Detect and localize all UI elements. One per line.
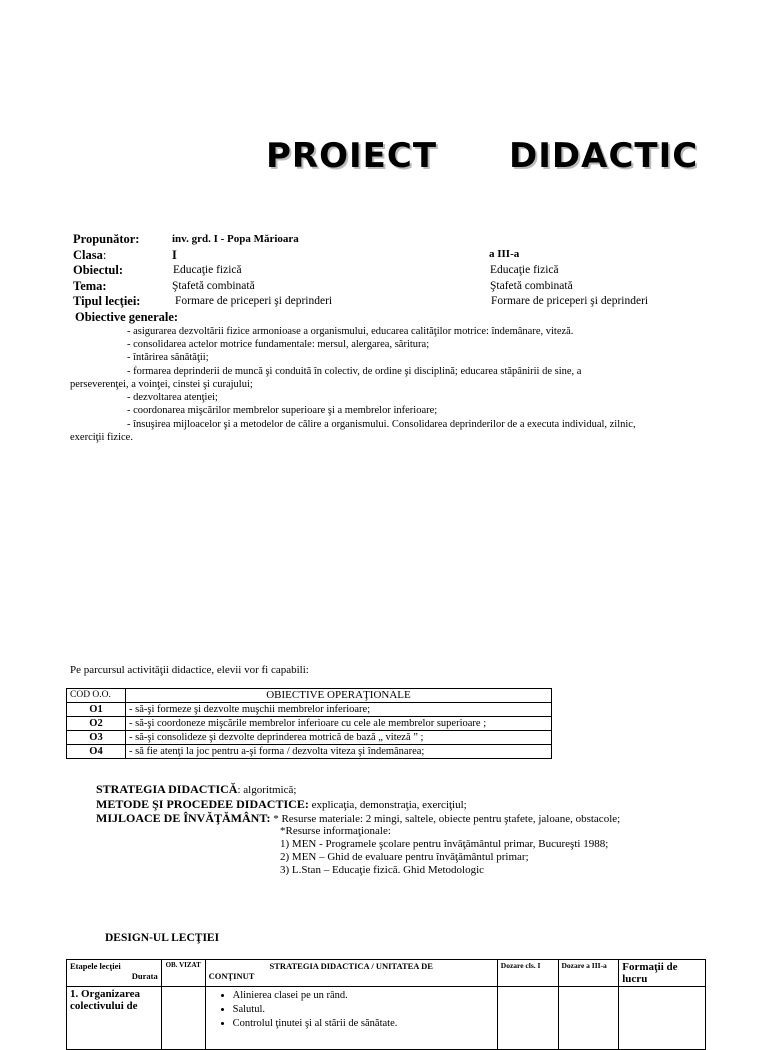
clasa-label bbox=[73, 248, 106, 263]
design-heading: DESIGN-UL LECŢIEI bbox=[105, 932, 220, 944]
objective-line: - dezvoltarea atenţiei; bbox=[127, 392, 218, 403]
tipul-label: Tipul lecţiei: bbox=[73, 294, 141, 308]
objective-line: - coordonarea mişcărilor membrelor superioare şi a membrelor inferioare; bbox=[127, 405, 438, 416]
objective-code: O4 bbox=[67, 745, 126, 759]
strategia-line bbox=[96, 782, 296, 797]
content-list bbox=[223, 990, 494, 1030]
header-dozare-1: Dozare cls. I bbox=[497, 960, 558, 987]
table-row bbox=[67, 731, 552, 745]
objective-line: - formarea deprinderii de muncă şi conduită în colectiv, de ordine şi disciplină; educarea stăpânirii de sine, a bbox=[127, 366, 582, 377]
formatii-cell bbox=[619, 987, 706, 1050]
stage-cell: 1. Organizarea colectivului de bbox=[67, 987, 162, 1050]
header-ob-vizat: OB. VIZAT bbox=[161, 960, 205, 987]
obiectul-value-2: Educaţie fizică bbox=[490, 264, 559, 276]
metode-label: METODE ŞI PROCEDEE DIDACTICE: bbox=[96, 797, 309, 811]
ob-cell bbox=[161, 987, 205, 1050]
table-row bbox=[67, 987, 706, 1050]
header-formatii: Formaţii de lucru bbox=[619, 960, 706, 987]
lesson-design-table bbox=[66, 959, 706, 1050]
table-row bbox=[67, 703, 552, 717]
objective-code: O1 bbox=[67, 703, 126, 717]
objective-line: - consolidarea actelor motrice fundamentale: mersul, alergarea, săritura; bbox=[127, 339, 430, 350]
tipul-value-2: Formare de priceperi şi deprinderi bbox=[491, 295, 649, 307]
objective-line: perseverenţei, a voinţei, cinstei şi curajului; bbox=[70, 379, 253, 390]
strategia-label: STRATEGIA DIDACTICĂ bbox=[96, 782, 238, 796]
reference-line: 3) L.Stan – Educaţie fizică. Ghid Metodologic bbox=[280, 864, 485, 876]
objective-text: - să-şi consolideze şi dezvolte deprinderea motrică de bază „ viteză ” ; bbox=[126, 731, 552, 745]
clasa-value-2: a III-a bbox=[489, 248, 520, 260]
table-header-row bbox=[67, 689, 552, 703]
header-title: OBIECTIVE OPERAŢIONALE bbox=[126, 689, 552, 703]
title-word-2: DIDACTIC bbox=[509, 136, 699, 176]
obiectul-label: Obiectul: bbox=[73, 263, 123, 277]
obiectul-value: Educaţie fizică bbox=[173, 264, 242, 276]
clasa-colon: : bbox=[102, 248, 107, 262]
title-word-1: PROIECT bbox=[266, 136, 438, 176]
table-header-row bbox=[67, 960, 706, 987]
clasa-value: I bbox=[172, 248, 177, 262]
resurse-info: *Resurse informaţionale: bbox=[280, 825, 391, 837]
header-strategia-line-1: STRATEGIA DIDACTICA / UNITATEA DE bbox=[269, 961, 433, 971]
header-dozare-2: Dozare a III-a bbox=[558, 960, 619, 987]
header-durata: Durata bbox=[131, 971, 158, 981]
objective-line: - însuşirea mijloacelor şi a metodelor de călire a organismului. Consolidarea deprinderilor de a executa individual, zilnic, bbox=[127, 419, 636, 430]
header-etape-line-1: Etapele lecţiei bbox=[70, 961, 121, 971]
dozare-2-cell bbox=[558, 987, 619, 1050]
header-etape bbox=[67, 960, 162, 987]
reference-line: 1) MEN - Programele şcolare pentru învăţământul primar, Bucureşti 1988; bbox=[280, 838, 609, 850]
operational-objectives-table bbox=[66, 688, 552, 759]
objective-line: - întărirea sănătăţii; bbox=[127, 352, 209, 363]
header-strategia-line-2: CONŢINUT bbox=[208, 971, 255, 981]
objective-code: O2 bbox=[67, 717, 126, 731]
operational-intro: Pe parcursul activităţii didactice, elevii vor fi capabili: bbox=[70, 664, 309, 676]
tipul-value: Formare de priceperi şi deprinderi bbox=[175, 295, 333, 307]
tema-label: Tema: bbox=[73, 279, 107, 293]
objective-code: O3 bbox=[67, 731, 126, 745]
mijloace-label: MIJLOACE DE ÎNVĂŢĂMÂNT: bbox=[96, 811, 271, 825]
metode-value: explicaţia, demonstraţia, exerciţiul; bbox=[311, 799, 467, 811]
objective-line: - asigurarea dezvoltării fizice armonioase a organismului, educarea calităţilor motrice: îndemânare, viteză. bbox=[127, 326, 574, 337]
list-item: • Controlul ţinutei şi al stării de sănătate. bbox=[233, 1018, 494, 1030]
table-row bbox=[67, 717, 552, 731]
tema-value: Ştafetă combinată bbox=[172, 280, 255, 292]
list-item: • Salutul. bbox=[233, 1004, 494, 1016]
metode-line bbox=[96, 797, 467, 812]
table-row bbox=[67, 745, 552, 759]
clasa-label-text: Clasa bbox=[73, 248, 103, 262]
content-cell bbox=[205, 987, 497, 1050]
objective-text: - să-şi formeze şi dezvolte muşchii membrelor inferioare; bbox=[126, 703, 552, 717]
strategia-value: : algoritmică; bbox=[237, 784, 297, 796]
propunator-label: Propunător: bbox=[73, 232, 140, 246]
objective-text: - să-şi coordoneze mişcările membrelor inferioare cu cele ale membrelor superioare ; bbox=[126, 717, 552, 731]
dozare-1-cell bbox=[497, 987, 558, 1050]
mijloace-line bbox=[96, 811, 620, 826]
header-strategia bbox=[205, 960, 497, 987]
objective-text: - să fie atenţi la joc pentru a-şi forma / dezvolta viteza şi îndemânarea; bbox=[126, 745, 552, 759]
propunator-value: inv. grd. I - Popa Mărioara bbox=[172, 233, 299, 245]
tema-value-2: Ştafetă combinată bbox=[490, 280, 573, 292]
objective-line: exerciţii fizice. bbox=[70, 432, 133, 443]
reference-line: 2) MEN – Ghid de evaluare pentru învăţământul primar; bbox=[280, 851, 529, 863]
header-code: COD O.O. bbox=[67, 689, 126, 703]
list-item: • Alinierea clasei pe un rând. bbox=[233, 990, 494, 1002]
page-title bbox=[266, 136, 698, 176]
mijloace-value: * Resurse materiale: 2 mingi, saltele, obiecte pentru ştafete, jaloane, obstacole; bbox=[273, 813, 621, 825]
obiective-generale-label: Obiective generale: bbox=[75, 310, 179, 324]
